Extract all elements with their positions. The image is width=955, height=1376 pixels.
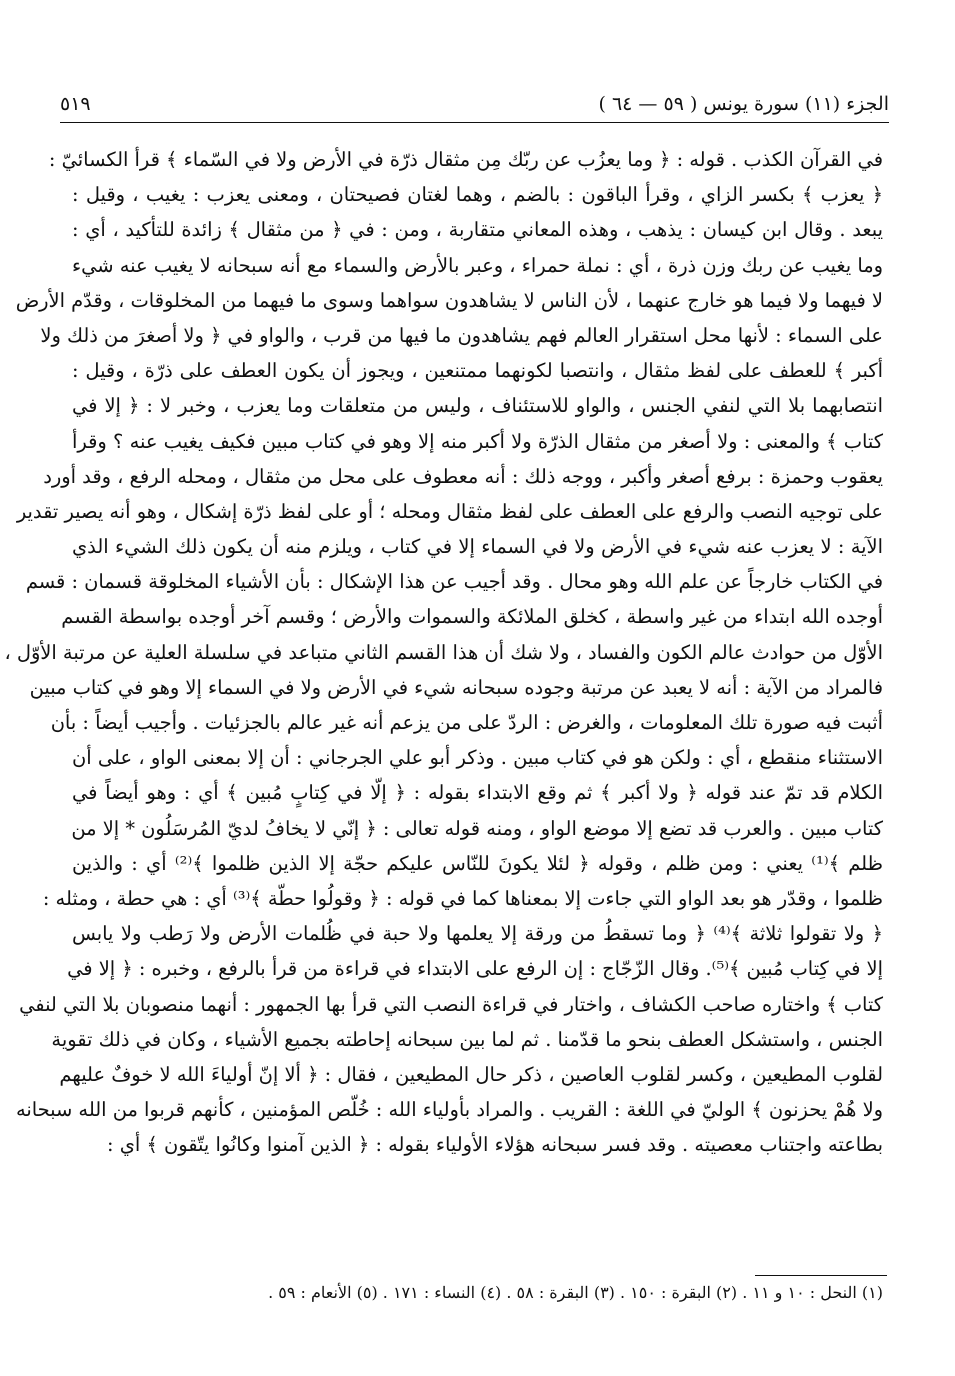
footnote-rule <box>755 1275 887 1276</box>
body-text <box>4 142 883 1162</box>
text-line: الجنس ، واستشكل العطف بنحو ما قدّمنا . ثم لما بين سبحانه إحاطته بجميع الأشياء ، وكان في ذلك تقوية <box>51 1027 883 1051</box>
text-line: لقلوب المطيعين ، وكسر لقلوب العاصين ، ذكر حال المطيعين ، فقال : ﴿ ألا إنّ أولياءَ الله لا خوفٌ عليهم <box>59 1062 883 1086</box>
text-line: ولا هُمْ يحزنون ﴾ الوليّ في اللغة : القريب . والمراد بأولياء الله : خُلّص المؤمنين ، كأنهم قربوا من الله سبحانه <box>15 1098 883 1122</box>
text-line: لا فيهما ولا فيما هو خارج عنهما ، لأن الناس لا يشاهدون سواهما وسوى ما فيهما من المخلوقات ، وقدّم الأرض <box>15 288 883 312</box>
text-line: انتصابهما بلا التي لنفي الجنس ، والواو للاستئناف ، وليس من متعلقات وما يعزب ، وخبر لا : ﴿ إلا في <box>72 394 883 418</box>
text-line: فالمراد من الآية : أنه لا يعبد عن مرتبة وجوده سبحانه شيء في الأرض ولا في السماء إلا وهو في كتاب مبين <box>29 675 883 699</box>
text-line: أوجده الله ابتداء من غير واسطة ، كخلق الملائكة والسموات والأرض ؛ وقسم آخر أوجده بواسطة القسم <box>61 605 883 629</box>
text-line: الآية : لا يعزب عنه شيء في الأرض ولا في السماء إلا في كتاب ، ويلزم منه أن يكون ذلك الشيء الذي <box>72 535 883 559</box>
text-line: في الكتاب خارجاً عن علم الله وهو محال . وقد أجيب عن هذا الإشكال : بأن الأشياء المخلوقة قسمان : قسم <box>25 570 883 594</box>
text-line: يبعد . وقال ابن كيسان : يذهب ، وهذه المعاني متقاربة ، ومن : في ﴿ من مثقال ﴾ زائدة للتأكيد ، أي : <box>72 218 883 242</box>
text-line: الكلام قد تمّ عند قوله ﴿ ولا أكبر ﴾ ثم وقع الابتداء بقوله : ﴿ إلّا في كِتابٍ مُبين ﴾ أي : وهو أيضاً في <box>72 781 883 805</box>
page-number: ٥١٩ <box>60 93 91 115</box>
text-line: الأوّل من حوادث عالم الكون والفساد ، ولا شك أن هذا القسم الثاني متباعد في سلسلة العلية عن مرتبة الأوّل ، <box>4 640 883 664</box>
text-line: الاستثناء منقطع ، أي : ولكن هو في كتاب مبين . وذكر أبو علي الجرجاني : أن إلا بمعنى الواو ، على أن <box>72 746 883 770</box>
text-line: ﴿ ولا تقولوا ثلاثة ﴾⁽⁴⁾ ﴿ وما تسقطُ من ورقة إلا يعلمها ولا حبة في ظُلمات الأرض ولا رَطب ولا يابس <box>72 922 883 946</box>
text-line: على توجيه النصب والرفع على العطف على لفظ مثقال ومحله ؛ أو على لفظ ذرّة إشكال ، وهو أنه يصير تقدير <box>16 499 883 523</box>
text-line: ظلموا ، وقدّر هو بعد الواو التي جاءت إلا بمعناها كما في قوله : ﴿ وقولُوا حطّة ﴾⁽³⁾ أي : هي حطة ، ومثله : <box>42 886 883 910</box>
page-header <box>60 90 889 118</box>
text-line: أكبر ﴾ للعطف على لفظ مثقال ، وانتصبا لكونهما ممتنعين ، ويجوز أن يكون العطف على ذرّة ، وقيل : <box>72 359 883 383</box>
text-line: على السماء : لأنها محل استقرار العالم فهم يشاهدون ما فيها من قرب ، والواو في ﴿ ولا أصغرَ من ذلك ولا <box>40 323 883 347</box>
text-line: أثبت فيه صورة تلك المعلومات ، والغرض : الردّ على من يزعم أنه غير عالم بالجزئيات . وأجيب أيضاً : بأن <box>50 711 883 734</box>
text-line: يعقوب وحمزة : برفع أصغر وأكبر ، ووجه ذلك : أنه معطوف على محل من مثقال ، ومحله الرفع ، وقد أورد <box>43 464 883 488</box>
text-line: ﴿ يعزب ﴾ بكسر الزاي ، وقرأ الباقون : بالضم ، وهما لغتان فصيحتان ، ومعنى يعزب : يغيب ، وقيل : <box>72 183 883 207</box>
running-title: الجزء (١١) سورة يونس ( ٥٩ — ٦٤ ) <box>598 93 889 115</box>
text-line: كتاب ﴾ واختاره صاحب الكشاف ، واختار في قراءة النصب التي قرأ بها الجمهور : أنهما منصوبان بلا التي لنفي <box>19 992 883 1016</box>
text-line: إلا في كِتاب مُبين ﴾⁽⁵⁾. وقال الزّجّاج : إن الرفع على الابتداء في قراءة من قرأ بالرفع ، وخبره : ﴿ إلا في <box>67 957 883 981</box>
header-rule <box>60 122 889 123</box>
text-line: كتاب ﴾ والمعنى : ولا أصغر من مثقال الذرّة ولا أكبر منه إلا وهو في كتاب مبين فكيف يغيب عنه ؟ وقرأ <box>72 429 883 453</box>
text-line: في القرآن الكذب . قوله : ﴿ وما يعزُب عن ربّك مِن مثقال ذرّة في الأرض ولا في السّماء ﴾ قرأ الكسائيّ : <box>48 148 883 171</box>
text-line: كتاب مبين . والعرب قد تضع إلا موضع الواو ، ومنه قوله تعالى : ﴿ إنّي لا يخافُ لديّ المُرسَلُون * إلا من <box>71 816 883 840</box>
text-line: بطاعته واجتناب معصيته . وقد فسر سبحانه هؤلاء الأولياء بقوله : ﴿ الذين آمنوا وكانُوا يتّقون ﴾ أي : <box>107 1133 883 1157</box>
text-line: وما يغيب عن ربك وزن ذرة ، أي : نملة حمراء ، وعبر بالأرض والسماء مع أنه سبحانه لا يغيب عنه شيء <box>72 253 883 277</box>
text-line: ظلم ﴾⁽¹⁾ يعني : ومن ظلم ، وقوله ﴿ لئلا يكونَ للنّاس عليكم حجّة إلا الذين ظلموا ﴾⁽²⁾ أي : والذين <box>72 851 883 875</box>
footnotes: (١) النحل : ١٠ و ١١ . (٢) البقرة : ١٥٠ . (٣) البقرة : ٥٨ . (٤) النساء : ١٧١ . (٥) الأنعام : ٥٩ . <box>268 1283 883 1302</box>
